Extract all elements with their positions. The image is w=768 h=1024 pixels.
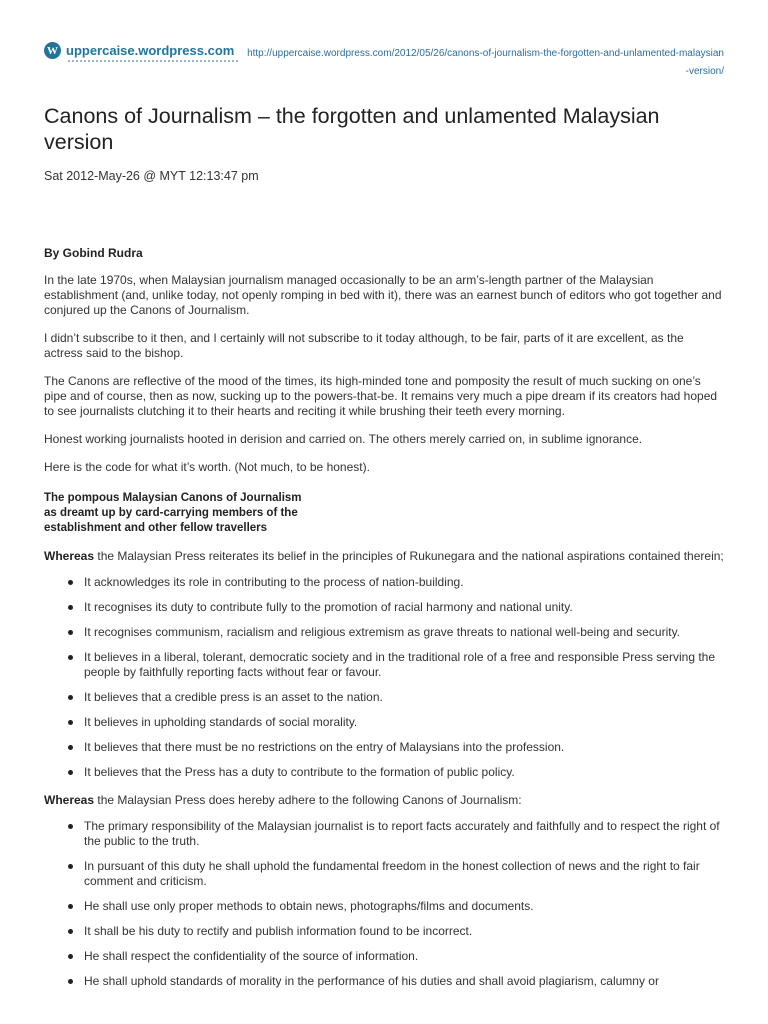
list-item: He shall use only proper methods to obtain news, photographs/films and documents. (67, 899, 724, 914)
list-item: It believes that a credible press is an asset to the nation. (67, 690, 724, 705)
list-item: It believes in upholding standards of social morality. (67, 715, 724, 730)
canons-heading (44, 491, 724, 536)
site-brand[interactable] (44, 42, 234, 59)
beliefs-list (44, 575, 724, 780)
list-item: It believes that the Press has a duty to contribute to the formation of public policy. (67, 765, 724, 780)
article-byline: By Gobind Rudra (44, 246, 143, 260)
whereas-clause-2 (44, 793, 724, 808)
list-item: He shall uphold standards of morality in the performance of his duties and shall avoid plagiarism, calumny or (67, 974, 724, 989)
canons-heading-line: The pompous Malaysian Canons of Journalism (44, 492, 302, 504)
article-title: Canons of Journalism – the forgotten and unlamented Malaysian version (44, 104, 660, 154)
list-item: He shall respect the confidentiality of the source of information. (67, 949, 724, 964)
whereas-text: the Malaysian Press does hereby adhere to the following Canons of Journalism: (97, 793, 522, 807)
wordpress-logo-icon: W (44, 42, 61, 59)
whereas-label: Whereas (44, 549, 95, 563)
canons-heading-line: as dreamt up by card-carrying members of the (44, 507, 298, 519)
whereas-clause-1 (44, 549, 724, 564)
list-item: It shall be his duty to rectify and publish information found to be incorrect. (67, 924, 724, 939)
list-item: It acknowledges its role in contributing to the process of nation-building. (67, 575, 724, 590)
paragraph: Honest working journalists hooted in derision and carried on. The others merely carried on, in sublime ignorance. (44, 432, 643, 446)
list-item: It recognises its duty to contribute fully to the promotion of racial harmony and national unity. (67, 600, 724, 615)
list-item: The primary responsibility of the Malaysian journalist is to report facts accurately and faithfully and to respect the right of the public to the truth. (67, 819, 724, 849)
dotted-divider (68, 60, 238, 62)
paragraph: In the late 1970s, when Malaysian journalism managed occasionally to be an arm’s-length partner of the Malaysian establishment (and, unlike today, not openly romping in bed with it), there was an earnest bunch of editors who got together and conjured up the Canons of Journalism. (44, 273, 722, 317)
whereas-label: Whereas (44, 793, 95, 807)
article (44, 103, 724, 999)
source-url-link[interactable]: http://uppercaise.wordpress.com/2012/05/26/canons-of-journalism-the-forgotten-and-unlamented-malaysian-version/ (247, 48, 724, 77)
whereas-text: the Malaysian Press reiterates its belief in the principles of Rukunegara and the national aspirations contained therein; (97, 549, 724, 563)
paragraph: The Canons are reflective of the mood of the times, its high-minded tone and pomposity the result of much sucking on one’s pipe and of course, then as now, sucking up to the powers-that-be. It remains very much a pipe dream if its creators had hoped to see journalists clutching it to their hearts and reciting it while brushing their teeth every morning. (44, 374, 718, 418)
list-item: It believes in a liberal, tolerant, democratic society and in the traditional role of a free and responsible Press serving the people by faithfully reporting facts without fear or favour. (67, 650, 724, 680)
list-item: In pursuant of this duty he shall uphold the fundamental freedom in the honest collection of news and the right to fair comment and criticism. (67, 859, 724, 889)
article-date: Sat 2012-May-26 @ MYT 12:13:47 pm (44, 169, 259, 183)
site-name-link[interactable]: uppercaise.wordpress.com (66, 43, 235, 58)
list-item: It recognises communism, racialism and religious extremism as grave threats to national well-being and security. (67, 625, 724, 640)
list-item: It believes that there must be no restrictions on the entry of Malaysians into the profession. (67, 740, 724, 755)
page-header (0, 0, 768, 90)
canons-heading-line: establishment and other fellow travellers (44, 522, 268, 534)
paragraph: I didn’t subscribe to it then, and I certainly will not subscribe to it today although, to be fair, parts of it are excellent, as the actress said to the bishop. (44, 331, 684, 360)
canons-list (44, 819, 724, 989)
paragraph: Here is the code for what it’s worth. (Not much, to be honest). (44, 460, 370, 474)
